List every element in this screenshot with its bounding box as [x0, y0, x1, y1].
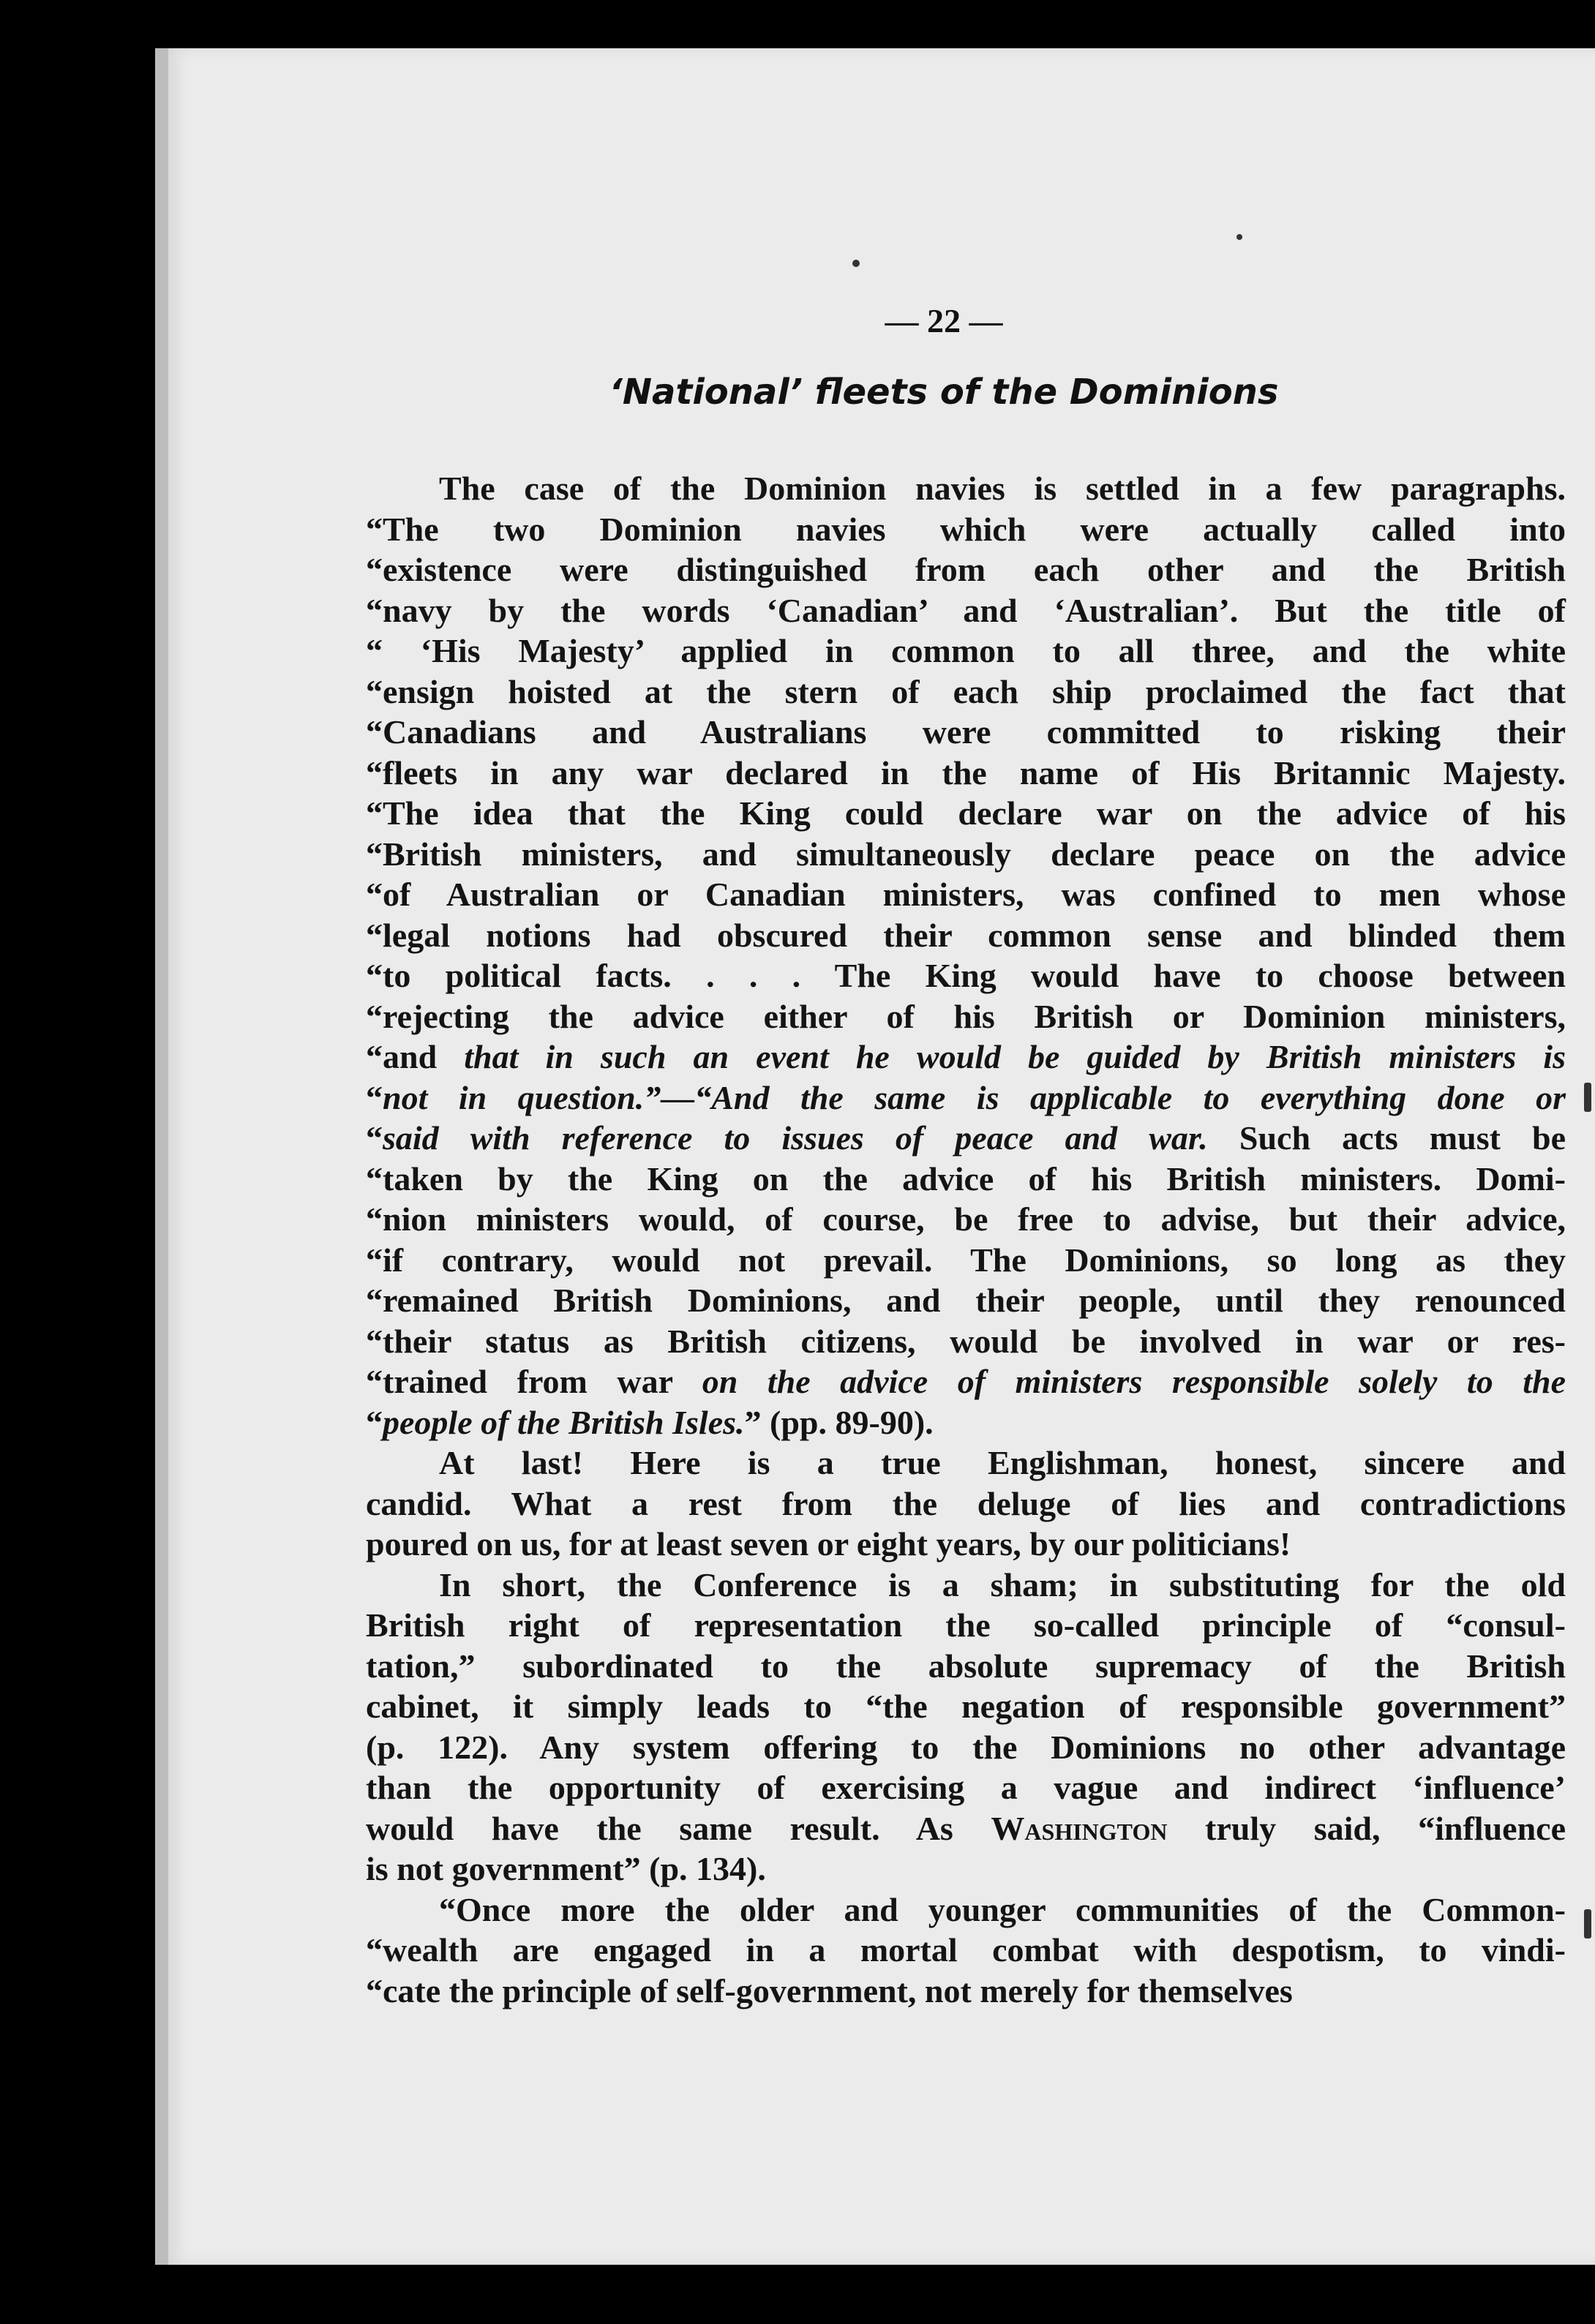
text-segment: “The idea that the King could declare war on the advice of his [366, 794, 1566, 832]
text-line [366, 793, 1566, 834]
text-line [366, 1443, 1566, 1483]
text-line [366, 915, 1566, 956]
text-line [366, 1849, 1566, 1889]
text-line [366, 1808, 1566, 1849]
italic-text: on the advice of ministers responsible solely to the [702, 1363, 1566, 1400]
text-line [366, 753, 1566, 794]
text-segment: “of Australian or Canadian ministers, was confined to men whose [366, 876, 1566, 913]
text-segment: In short, the Conference is a sham; in substituting for the old [439, 1565, 1566, 1603]
text-line [366, 1280, 1566, 1321]
text-segment: truly said, “influence [1167, 1809, 1566, 1847]
text-line [366, 1930, 1566, 1971]
text-segment: “nion ministers would, of course, be free to advise, but their advice, [366, 1200, 1566, 1238]
text-segment: candid. What a rest from the deluge of lies and contradictions [366, 1484, 1566, 1522]
text-segment: “The two Dominion navies which were actually called into [366, 510, 1566, 548]
text-line [366, 996, 1566, 1037]
text-segment: ” (pp. 89-90). [744, 1403, 934, 1441]
body-text [366, 468, 1566, 2011]
text-segment: “ [366, 1403, 383, 1441]
text-line [366, 1524, 1566, 1565]
italic-text: people of the British Isles. [383, 1403, 745, 1441]
text-segment: “remained British Dominions, and their people, until they renounced [366, 1282, 1566, 1319]
text-line [366, 1767, 1566, 1808]
text-segment: “British ministers, and simultaneously declare peace on the advice [366, 835, 1566, 873]
text-line [366, 874, 1566, 915]
text-segment: “if contrary, would not prevail. The Dominions, so long as they [366, 1241, 1566, 1279]
text-line [366, 1361, 1566, 1402]
book-page [155, 48, 1595, 2265]
italic-text: said with reference to issues of peace and war. [383, 1119, 1208, 1157]
text-line [366, 712, 1566, 753]
text-segment: “Canadians and Australians were committed to risking their [366, 713, 1566, 751]
text-line [366, 955, 1566, 996]
text-segment: “ ‘His Majesty’ applied in common to all three, and the white [366, 632, 1566, 669]
text-line [366, 1971, 1566, 2012]
text-segment: At last! Here is a true Englishman, honest, sincere and [439, 1444, 1566, 1481]
text-line [366, 1605, 1566, 1646]
text-segment: Washington [991, 1809, 1168, 1847]
text-segment: (p. 122). Any system offering to the Dominions no other advantage [366, 1728, 1566, 1766]
text-line [366, 834, 1566, 875]
text-segment: “Once more the older and younger communities of the Common- [439, 1890, 1566, 1928]
text-segment: “fleets in any war declared in the name of His Britannic Majesty. [366, 753, 1566, 791]
text-segment: “ [366, 1119, 383, 1157]
text-segment: “rejecting the advice either of his British or Dominion ministers, [366, 997, 1566, 1035]
text-segment: poured on us, for at least seven or eight years, by our politicians! [366, 1525, 1291, 1563]
text-line [366, 1727, 1566, 1768]
text-line [366, 590, 1566, 631]
text-segment: “their status as British citizens, would be involved in war or res- [366, 1322, 1566, 1360]
paragraph [366, 468, 1566, 1443]
text-segment: is not government” (p. 134). [366, 1850, 766, 1887]
text-segment: cabinet, it simply leads to “the negation of responsible government” [366, 1688, 1566, 1725]
text-line [366, 1686, 1566, 1727]
text-segment: “navy by the words ‘Canadian’ and ‘Australian’. But the title of [366, 591, 1566, 629]
text-line [366, 1321, 1566, 1362]
italic-text: that in such an event he would be guided by British ministers is [464, 1038, 1566, 1075]
text-line [366, 1118, 1566, 1159]
italic-text: not in question.”—“And the same is applicable to everything done or [383, 1078, 1566, 1116]
text-line [366, 1483, 1566, 1524]
text-segment: “existence were distinguished from each other and the British [366, 551, 1566, 588]
text-line [366, 1402, 1566, 1443]
text-line [366, 1159, 1566, 1200]
scan-speck [1584, 1909, 1591, 1938]
text-line [366, 509, 1566, 550]
scan-speck [1584, 1083, 1591, 1112]
text-segment: “trained from war [366, 1363, 702, 1400]
page-number: — 22 — [885, 302, 1003, 339]
text-segment: Such acts must be [1207, 1119, 1566, 1157]
text-segment: “ [366, 1078, 383, 1116]
text-line [366, 631, 1566, 672]
text-segment: “and [366, 1038, 465, 1075]
text-line [366, 549, 1566, 590]
paragraph [366, 1443, 1566, 1565]
text-line [366, 1240, 1566, 1281]
text-line [366, 672, 1566, 712]
text-segment: “taken by the King on the advice of his British ministers. Domi- [366, 1159, 1566, 1197]
text-line [366, 1037, 1566, 1078]
text-segment: than the opportunity of exercising a vague and indirect ‘influence’ [366, 1769, 1566, 1806]
paragraph [366, 1565, 1566, 1889]
text-line [366, 1889, 1566, 1930]
text-segment: “to political facts. . . . The King would have to choose between [366, 957, 1566, 994]
text-segment: “wealth are engaged in a mortal combat with despotism, to vindi- [366, 1931, 1566, 1968]
scan-speck [852, 260, 860, 267]
scan-speck [1236, 234, 1242, 240]
text-line [366, 468, 1566, 509]
text-line [366, 1565, 1566, 1606]
text-segment: The case of the Dominion navies is settled in a few paragraphs. [439, 470, 1566, 507]
text-segment: tation,” subordinated to the absolute supremacy of the British [366, 1647, 1566, 1685]
text-segment: “legal notions had obscured their common sense and blinded them [366, 916, 1566, 954]
section-title: ‘National’ fleets of the Dominions [609, 372, 1279, 413]
text-segment: British right of representation the so-called principle of “consul- [366, 1606, 1566, 1644]
text-line [366, 1199, 1566, 1240]
text-segment: “ensign hoisted at the stern of each ship proclaimed the fact that [366, 672, 1566, 710]
paragraph [366, 1889, 1566, 2012]
text-line [366, 1078, 1566, 1118]
text-segment: “cate the principle of self-government, not merely for themselves [366, 1971, 1293, 2009]
text-segment: would have the same result. As [366, 1809, 991, 1847]
text-line [366, 1646, 1566, 1687]
